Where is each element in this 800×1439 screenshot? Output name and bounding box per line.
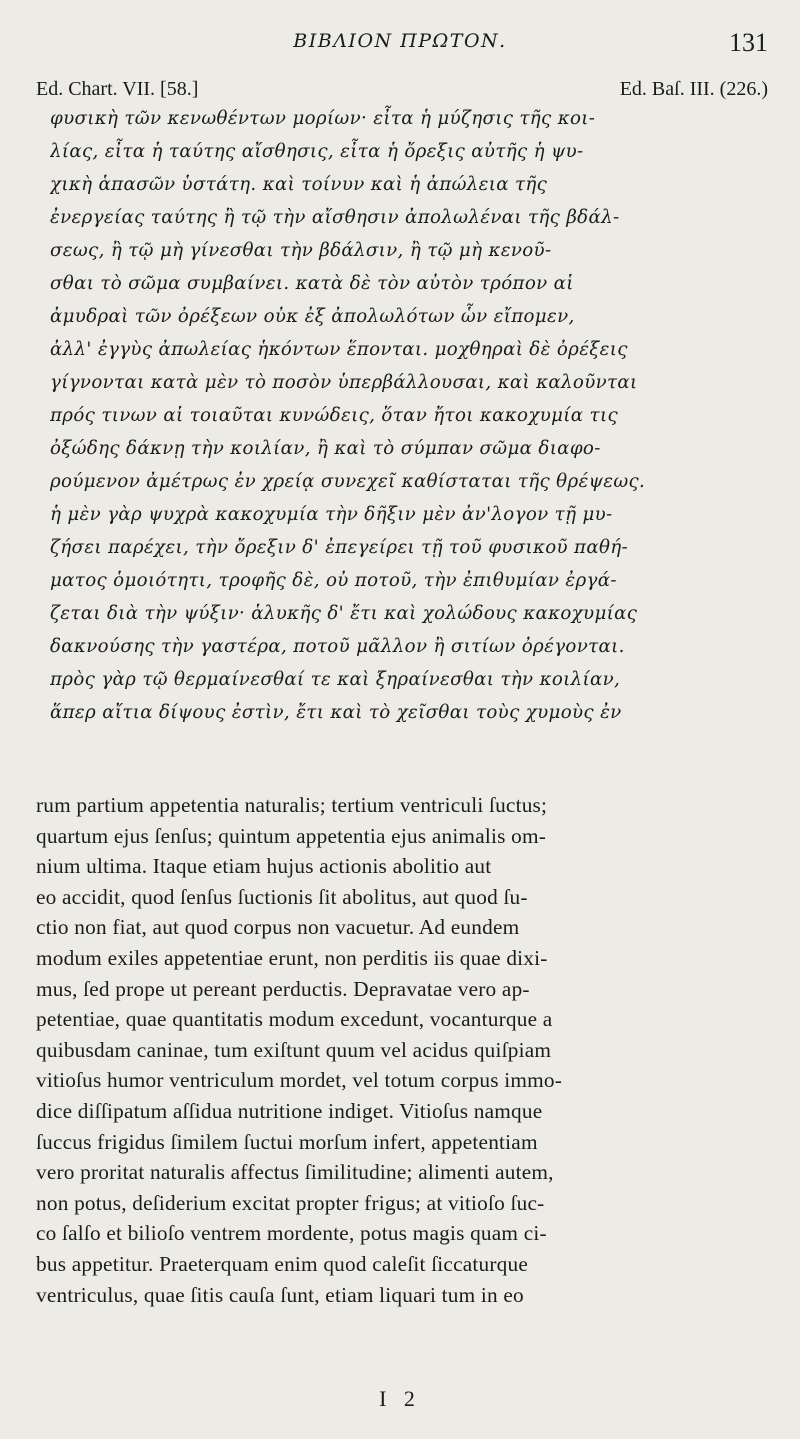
latin-line: petentiae, quae quantitatis modum excedunt, vocanturque a: [36, 1007, 553, 1032]
greek-line: ματος ὁμοιότητι, τροφῆς δὲ, οὐ ποτοῦ, τὴν ἐπιθυμίαν ἐργά-: [50, 570, 617, 591]
greek-line: σεως, ἢ τῷ μὴ γίνεσθαι τὴν βδάλσιν, ἢ τῷ μὴ κενοῦ-: [50, 240, 552, 261]
latin-line: modum exiles appetentiae erunt, non perditis iis quae dixi-: [36, 945, 548, 970]
latin-text-block: [36, 790, 772, 1310]
greek-line: πρὸς γὰρ τῷ θερμαίνεσθαί τε καὶ ξηραίνεσθαι τὴν κοιλίαν,: [50, 669, 621, 690]
latin-line: vero proritat naturalis affectus ſimilitudine; alimenti autem,: [36, 1160, 554, 1185]
greek-line: λίας, εἶτα ἡ ταύτης αἴσθησις, εἶτα ἡ ὄρεξις αὐτῆς ἡ ψυ-: [50, 141, 584, 162]
greek-line: ἡ μὲν γὰρ ψυχρὰ κακοχυμία τὴν δῆξιν μὲν ἀν'λογον τῇ μυ-: [50, 504, 613, 525]
latin-line: quartum ejus ſenſus; quintum appetentia ejus animalis om-: [36, 823, 547, 848]
running-title: ΒΙΒΛΙΟΝ ΠΡΩΤΟΝ.: [293, 30, 507, 52]
edition-chartier: Ed. Chart. VII. [58.]: [36, 78, 199, 100]
greek-line: ζεται διὰ τὴν ψύξιν· ἁλυκῆς δ' ἔτι καὶ χολώδους κακοχυμίας: [50, 603, 638, 624]
latin-line: ſuccus frigidus ſimilem ſuctui morſum infert, appetentiam: [36, 1129, 538, 1154]
latin-line: quibusdam caninae, tum exiſtunt quum vel acidus quiſpiam: [36, 1037, 552, 1062]
greek-text-block: [50, 102, 770, 729]
edition-references: [36, 78, 768, 104]
page-number: 131: [729, 28, 768, 57]
greek-line: σθαι τὸ σῶμα συμβαίνει. κατὰ δὲ τὸν αὐτὸν τρόπον αἱ: [50, 273, 574, 294]
latin-line: rum partium appetentia naturalis; tertium ventriculi ſuctus;: [36, 793, 548, 817]
latin-line: bus appetitur. Praeterquam enim quod caleſit ſiccaturque: [36, 1251, 528, 1276]
greek-line: ἅπερ αἴτια δίψους ἐστὶν, ἔτι καὶ τὸ χεῖσθαι τοὺς χυμοὺς ἐν: [50, 702, 622, 723]
greek-line: ρούμενον ἀμέτρως ἐν χρείᾳ συνεχεῖ καθίσταται τῆς θρέψεως.: [50, 471, 646, 492]
latin-line: nium ultima. Itaque etiam hujus actionis abolitio aut: [36, 854, 492, 879]
greek-line: ἐνεργείας ταύτης ἢ τῷ τὴν αἴσθησιν ἀπολωλέναι τῆς βδάλ-: [50, 207, 620, 228]
running-head: [0, 28, 800, 62]
greek-line: γίγνονται κατὰ μὲν τὸ ποσὸν ὑπερβάλλουσαι, καὶ καλοῦνται: [50, 372, 638, 393]
edition-basel: Ed. Baſ. III. (226.): [619, 78, 768, 100]
latin-line: vitioſus humor ventriculum mordet, vel totum corpus immo-: [36, 1068, 563, 1093]
latin-line: dice diſſipatum aſſidua nutritione indiget. Vitioſus namque: [36, 1098, 543, 1123]
latin-line: eo accidit, quod ſenſus ſuctionis ſit abolitus, aut quod ſu-: [36, 884, 528, 909]
latin-line: ctio non fiat, aut quod corpus non vacuetur. Ad eundem: [36, 915, 520, 940]
greek-line: ἀλλ' ἐγγὺς ἀπωλείας ἡκόντων ἕπονται. μοχθηραὶ δὲ ὀρέξεις: [50, 339, 628, 360]
greek-line: χικὴ ἁπασῶν ὑστάτη. καὶ τοίνυν καὶ ἡ ἀπώλεια τῆς: [50, 174, 548, 195]
latin-line: co ſalſo et bilioſo ventrem mordente, potus magis quam ci-: [36, 1221, 547, 1246]
greek-line: ζήσει παρέχει, τὴν ὄρεξιν δ' ἐπεγείρει τῇ τοῦ φυσικοῦ παθή-: [50, 537, 629, 558]
latin-line: ventriculus, quae ſitis cauſa ſunt, etiam liquari tum in eo: [36, 1282, 524, 1307]
latin-line: mus, ſed prope ut pereant perductis. Depravatae vero ap-: [36, 976, 530, 1001]
greek-line: ἀμυδραὶ τῶν ὀρέξεων οὐκ ἐξ ἀπολωλότων ὧν εἴπομεν,: [50, 306, 575, 327]
greek-line: πρός τινων αἱ τοιαῦται κυνώδεις, ὅταν ἤτοι κακοχυμία τις: [50, 405, 618, 426]
greek-line: φυσικὴ τῶν κενωθέντων μορίων· εἶτα ἡ μύζησις τῆς κοι-: [50, 108, 596, 129]
latin-line: non potus, deſiderium excitat propter frigus; at vitioſo ſuc-: [36, 1190, 545, 1215]
greek-line: δακνούσης τὴν γαστέρα, ποτοῦ μᾶλλον ἢ σιτίων ὀρέγονται.: [50, 636, 625, 657]
signature-mark: I 2: [379, 1386, 421, 1411]
greek-line: ὀξώδης δάκνῃ τὴν κοιλίαν, ἢ καὶ τὸ σύμπαν σῶμα διαφο-: [50, 438, 601, 459]
